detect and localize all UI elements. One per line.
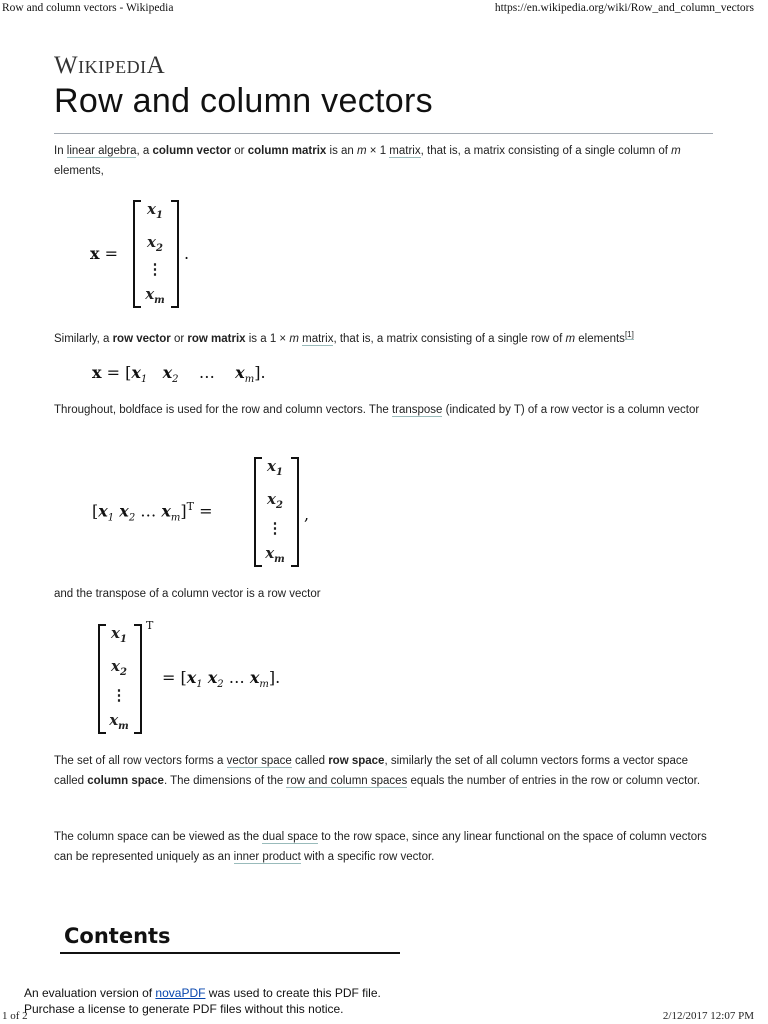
print-header-url: https://en.wikipedia.org/wiki/Row_and_column_vectors [494, 2, 754, 14]
link-matrix-2[interactable]: matrix [302, 332, 334, 345]
eq3-column-entries: $x_1$ $x_2$ ⋮ $x_m$ [265, 457, 285, 565]
reference-1[interactable]: [1] [624, 330, 634, 339]
link-matrix[interactable]: matrix [389, 145, 421, 157]
paragraph-transpose: Throughout, boldface is used for the row and column vectors. The transpose (indicated by T) of a row vector is a column vector [54, 404, 700, 416]
eq4-bracket-right [134, 624, 142, 734]
link-linear-algebra[interactable]: linear algebra [66, 145, 137, 157]
eq3-lhs: [$x_1$ $x_2$ … $x_m]^T$ = [92, 500, 213, 524]
eq1-column-entries: $x_1$ $x_2$ ⋮ $x_m$ [145, 200, 165, 306]
logo-w: W [54, 52, 79, 79]
paragraph-row-space: The set of all row vectors forms a vector space called row space, similarly the set of all column vectors forms a vector space called column space. The dimensions of the row and column spaces equals the number of entries in the row or column vector. [54, 755, 701, 787]
link-inner-product[interactable]: inner product [233, 851, 301, 863]
wikipedia-logo[interactable] [54, 52, 165, 80]
link-row-and-column-spaces[interactable]: row and column spaces [286, 775, 408, 787]
logo-ikipedi: IKIPEDI [78, 57, 147, 77]
eq1-period: . [184, 244, 190, 263]
print-datetime: 2/12/2017 12:07 PM [662, 1010, 754, 1022]
link-transpose[interactable]: transpose [391, 404, 443, 416]
contents-rule [60, 952, 400, 954]
logo-a: A [146, 52, 166, 79]
title-rule [54, 133, 713, 134]
eq2-row-vector: $x = [x_1$ $x_2$ … $x_m$]. [92, 363, 266, 386]
link-novapdf[interactable]: novaPDF [155, 986, 206, 1000]
link-vector-space[interactable]: vector space [226, 755, 292, 767]
paragraph-intro: In linear algebra, a column vector or column matrix is an m × 1 matrix, that is, a matrix consisting of a single column of m elements, [54, 145, 681, 177]
eq1-bracket-right [171, 200, 179, 308]
print-header-title: Row and column vectors - Wikipedia [2, 2, 174, 14]
paragraph-transpose-column: and the transpose of a column vector is a row vector [54, 588, 321, 600]
link-dual-space[interactable]: dual space [262, 831, 319, 843]
eq3-bracket-right [291, 457, 299, 567]
eq4-column-entries: $x_1$ $x_2$ ⋮ $x_m$ [109, 624, 129, 732]
page-number: 1 of 2 [2, 1010, 28, 1022]
footer-eval-notice: An evaluation version of novaPDF was used to create this PDF file. [24, 986, 381, 1000]
paragraph-dual-space: The column space can be viewed as the dual space to the row space, since any linear functional on the space of column vectors can be represented uniquely as an inner product with a specific row vector. [54, 831, 707, 863]
eq4-transpose-T: T [146, 619, 154, 632]
paragraph-row-vector: Similarly, a row vector or row matrix is a 1 × m matrix, that is, a matrix consisting of a single row of m elements[1] [54, 330, 634, 345]
eq4-rhs: = [$x_1$ $x_2$ … $x_m$]. [162, 668, 281, 691]
footer-license-notice: Purchase a license to generate PDF files without this notice. [24, 1002, 344, 1016]
eq3-comma: , [304, 505, 310, 524]
eq1-lhs: x = [90, 244, 119, 263]
contents-heading: Contents [64, 924, 171, 948]
page-title: Row and column vectors [54, 82, 433, 120]
